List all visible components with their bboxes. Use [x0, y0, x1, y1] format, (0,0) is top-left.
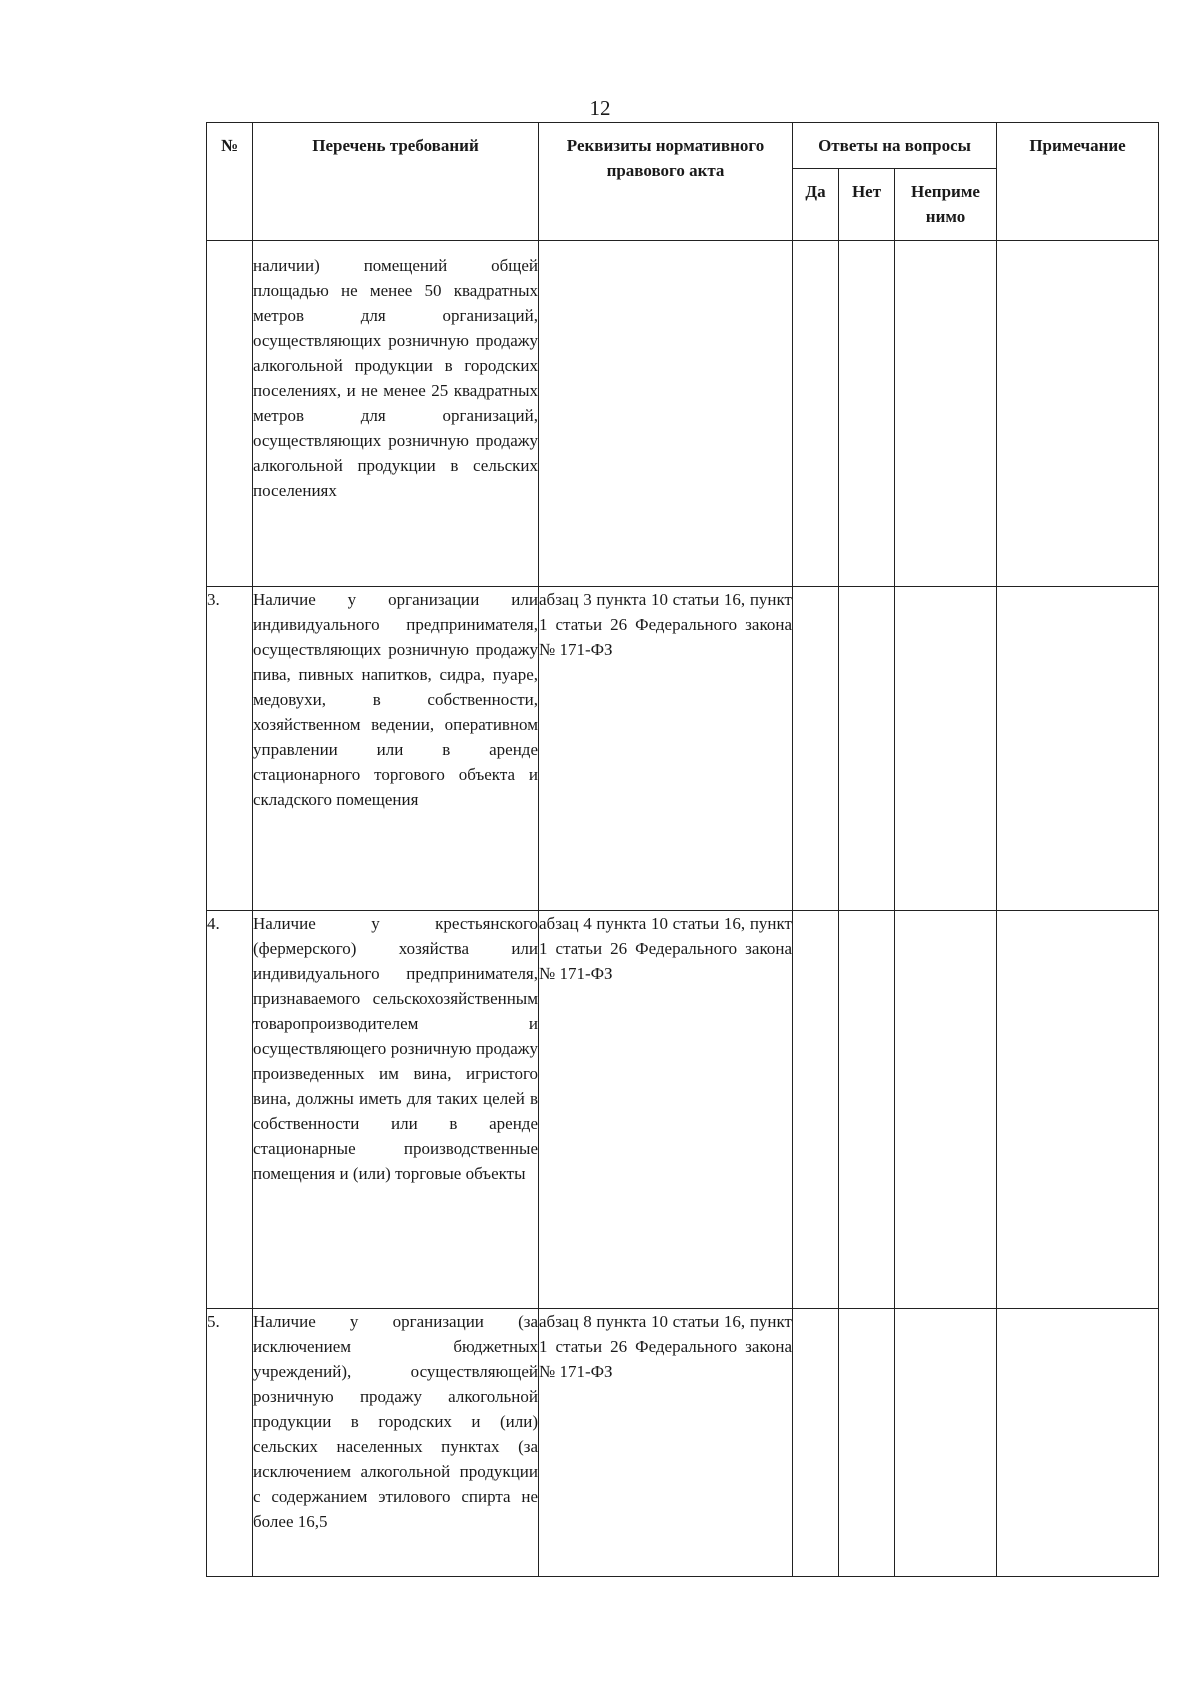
row-number: 4.: [207, 911, 253, 1309]
requirement-text: Наличие у крестьянского (фермерского) хозяйства или индивидуального предпринимателя, признаваемого сельскохозяйственным товаропроизводителем и осуществляющего розничную продажу произведенных им вина, игристого вина, должны иметь для таких целей в собственности или в аренде стационарные производственные помещения и (или) торговые объекты: [253, 911, 539, 1309]
act-reference: абзац 8 пункта 10 статьи 16, пункт 1 статьи 26 Федерального закона № 171-ФЗ: [539, 1309, 793, 1577]
answer-no-cell: [839, 241, 895, 587]
act-reference: абзац 4 пункта 10 статьи 16, пункт 1 статьи 26 Федерального закона № 171-ФЗ: [539, 911, 793, 1309]
row-number: 5.: [207, 1309, 253, 1577]
answer-no-cell: [839, 911, 895, 1309]
header-num: №: [207, 123, 253, 241]
requirement-text: наличии) помещений общей площадью не менее 50 квадратных метров для организаций, осуществляющих розничную продажу алкогольной продукции в городских поселениях, и не менее 25 квадратных метров для организаций, осуществляющих розничную продажу алкогольной продукции в сельских поселениях: [253, 241, 539, 587]
answer-yes-cell: [793, 587, 839, 911]
answer-yes-cell: [793, 911, 839, 1309]
note-cell: [997, 241, 1159, 587]
answer-yes-cell: [793, 1309, 839, 1577]
table-row: [207, 587, 1159, 911]
answer-no-cell: [839, 587, 895, 911]
header-requirements: Перечень требований: [253, 123, 539, 241]
act-reference: [539, 241, 793, 587]
requirements-table: [206, 122, 1159, 1577]
row-number: 3.: [207, 587, 253, 911]
note-cell: [997, 1309, 1159, 1577]
note-cell: [997, 587, 1159, 911]
header-no: Нет: [839, 169, 895, 241]
answer-na-cell: [895, 911, 997, 1309]
requirement-text: Наличие у организации (за исключением бюджетных учреждений), осуществляющей розничную продажу алкогольной продукции в городских и (или) сельских населенных пунктах (за исключением алкогольной продукции с содержанием этилового спирта не более 16,5: [253, 1309, 539, 1577]
header-answers: Ответы на вопросы: [793, 123, 997, 169]
act-reference: абзац 3 пункта 10 статьи 16, пункт 1 статьи 26 Федерального закона № 171-ФЗ: [539, 587, 793, 911]
header-na: Неприме нимо: [895, 169, 997, 241]
table-row: [207, 241, 1159, 587]
header-yes: Да: [793, 169, 839, 241]
note-cell: [997, 911, 1159, 1309]
page-number: 12: [589, 96, 611, 120]
table-row: [207, 911, 1159, 1309]
requirement-text: Наличие у организации или индивидуального предпринимателя, осуществляющих розничную продажу пива, пивных напитков, сидра, пуаре, медовухи, в собственности, хозяйственном ведении, оперативном управлении или в аренде стационарного торгового объекта и складского помещения: [253, 587, 539, 911]
answer-na-cell: [895, 587, 997, 911]
answer-na-cell: [895, 1309, 997, 1577]
table-row: [207, 1309, 1159, 1577]
header-act: Реквизиты нормативного правового акта: [539, 123, 793, 241]
answer-no-cell: [839, 1309, 895, 1577]
row-number: [207, 241, 253, 587]
answer-yes-cell: [793, 241, 839, 587]
header-note: Примечание: [997, 123, 1159, 241]
answer-na-cell: [895, 241, 997, 587]
